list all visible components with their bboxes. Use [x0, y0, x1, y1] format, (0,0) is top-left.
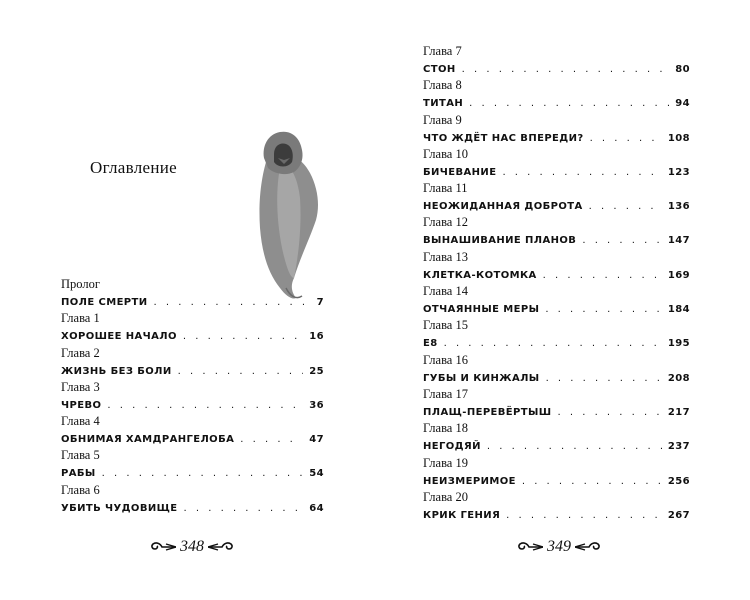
dot-leader	[107, 400, 303, 411]
dot-leader	[590, 133, 662, 144]
chapter-label: Глава 14	[423, 284, 468, 299]
dot-leader	[502, 167, 661, 178]
chapter-title: НЕГОДЯЙ	[423, 441, 481, 453]
chapter-title: ГУБЫ И КИНЖАЛЫ	[423, 372, 540, 384]
page-number: 54	[309, 468, 324, 480]
ornament-left-icon	[150, 541, 176, 553]
chapter-title: ПОЛЕ СМЕРТИ	[61, 297, 148, 308]
chapter-title: БИЧЕВАНИЕ	[423, 166, 497, 178]
chapter-title: ПЛАЩ-ПЕРЕВЁРТЫШ	[423, 406, 552, 418]
chapter-title: ЧРЕВО	[61, 399, 102, 411]
ornament-right-icon	[208, 541, 234, 553]
chapter-title: ОБНИМАЯ ХАМДРАНГЕЛОБА	[61, 434, 235, 446]
toc-entry[interactable]	[61, 414, 324, 448]
page-number: 36	[309, 399, 324, 411]
page-number: 16	[309, 331, 324, 343]
dot-leader	[589, 201, 662, 212]
toc-entry[interactable]	[423, 44, 690, 78]
chapter-title: НЕОЖИДАННАЯ ДОБРОТА	[423, 201, 583, 213]
dot-leader	[469, 98, 669, 109]
chapter-title: КРИК ГЕНИЯ	[423, 509, 501, 521]
page-number: 256	[667, 475, 690, 487]
dot-leader	[154, 297, 311, 308]
chapter-label: Глава 4	[61, 414, 100, 429]
right-page	[375, 0, 750, 600]
dot-leader	[522, 476, 662, 487]
dot-leader	[183, 331, 303, 342]
page-number: 94	[675, 98, 690, 110]
dot-leader	[506, 510, 662, 521]
toc-entry[interactable]	[423, 353, 690, 387]
chapter-title: РАБЫ	[61, 468, 96, 480]
toc-entry[interactable]	[423, 78, 690, 112]
chapter-title: ХОРОШЕЕ НАЧАЛО	[61, 331, 177, 343]
chapter-title: УБИТЬ ЧУДОВИЩЕ	[61, 502, 178, 514]
toc-entry[interactable]	[423, 284, 690, 318]
toc-entry[interactable]	[61, 346, 324, 380]
chapter-label: Глава 5	[61, 448, 100, 463]
page-number: 108	[667, 132, 690, 144]
table-of-contents-right	[423, 44, 690, 524]
toc-entry[interactable]	[423, 456, 690, 490]
page-number: 195	[667, 338, 690, 350]
page-number-folio: 349	[547, 538, 571, 555]
toc-entry[interactable]	[423, 215, 690, 249]
toc-entry[interactable]	[61, 483, 324, 517]
chapter-label: Глава 12	[423, 215, 468, 230]
chapter-label: Глава 2	[61, 345, 100, 360]
page-number: 123	[667, 166, 690, 178]
chapter-label: Глава 9	[423, 112, 462, 127]
page-number: 147	[667, 235, 690, 247]
page-number: 208	[667, 372, 690, 384]
chapter-label: Глава 19	[423, 455, 468, 470]
page-number: 237	[667, 441, 690, 453]
dot-leader	[543, 270, 662, 281]
toc-entry[interactable]	[423, 387, 690, 421]
toc-entry[interactable]	[423, 181, 690, 215]
toc-entry[interactable]	[423, 421, 690, 455]
dot-leader	[178, 366, 304, 377]
page-number: 184	[667, 304, 690, 316]
chapter-label: Глава 1	[61, 311, 100, 326]
chapter-label: Глава 7	[423, 44, 462, 58]
chapter-label: Глава 8	[423, 78, 462, 93]
page-number: 267	[667, 509, 690, 521]
page-number: 25	[309, 365, 324, 377]
chapter-title: ТИТАН	[423, 98, 464, 110]
toc-entry[interactable]	[61, 380, 324, 414]
dot-leader	[545, 304, 662, 315]
page-folio	[150, 538, 234, 556]
chapter-label: Глава 11	[423, 181, 468, 196]
page-title: Оглавление	[90, 158, 177, 177]
toc-entry[interactable]	[423, 250, 690, 284]
chapter-title: СТОН	[423, 64, 456, 75]
dot-leader	[102, 468, 304, 479]
page-number: 217	[667, 406, 690, 418]
dot-leader	[240, 434, 303, 445]
ornament-right-icon	[575, 541, 601, 553]
chapter-title: ВЫНАШИВАНИЕ ПЛАНОВ	[423, 235, 577, 247]
page-number: 64	[309, 502, 324, 514]
dot-leader	[546, 373, 662, 384]
chapter-label: Глава 20	[423, 489, 468, 504]
toc-entry[interactable]	[423, 490, 690, 524]
dot-leader	[184, 503, 304, 514]
dot-leader	[582, 235, 662, 246]
page-number: 169	[667, 269, 690, 281]
page-number: 136	[667, 201, 690, 213]
page-number-folio: 348	[180, 538, 204, 555]
chapter-label: Пролог	[61, 277, 100, 291]
chapter-label: Глава 13	[423, 249, 468, 264]
chapter-title: Е8	[423, 338, 438, 350]
toc-entry[interactable]	[423, 318, 690, 352]
chapter-label: Глава 15	[423, 318, 468, 333]
dot-leader	[487, 441, 662, 452]
page-number: 47	[309, 434, 324, 446]
chapter-label: Глава 3	[61, 379, 100, 394]
toc-entry[interactable]	[423, 113, 690, 147]
chapter-label: Глава 10	[423, 146, 468, 161]
dot-leader	[558, 407, 662, 418]
chapter-title: КЛЕТКА-КОТОМКА	[423, 269, 537, 281]
toc-entry[interactable]	[61, 448, 324, 482]
chapter-label: Глава 16	[423, 352, 468, 367]
chapter-label: Глава 6	[61, 482, 100, 497]
chapter-label: Глава 18	[423, 421, 468, 436]
toc-entry[interactable]	[61, 277, 324, 311]
toc-entry[interactable]	[423, 147, 690, 181]
page-folio	[517, 538, 601, 556]
chapter-label: Глава 17	[423, 386, 468, 401]
dot-leader	[462, 64, 670, 75]
chapter-title: ОТЧАЯННЫЕ МЕРЫ	[423, 304, 540, 316]
ornament-left-icon	[517, 541, 543, 553]
chapter-title: ЖИЗНЬ БЕЗ БОЛИ	[61, 365, 172, 377]
toc-entry[interactable]	[61, 311, 324, 345]
page-number: 7	[316, 297, 324, 308]
dot-leader	[444, 338, 662, 349]
chapter-title: НЕИЗМЕРИМОЕ	[423, 475, 516, 487]
page-number: 80	[675, 64, 690, 75]
chapter-title: ЧТО ЖДЁТ НАС ВПЕРЕДИ?	[423, 132, 584, 144]
table-of-contents-left	[61, 277, 324, 517]
